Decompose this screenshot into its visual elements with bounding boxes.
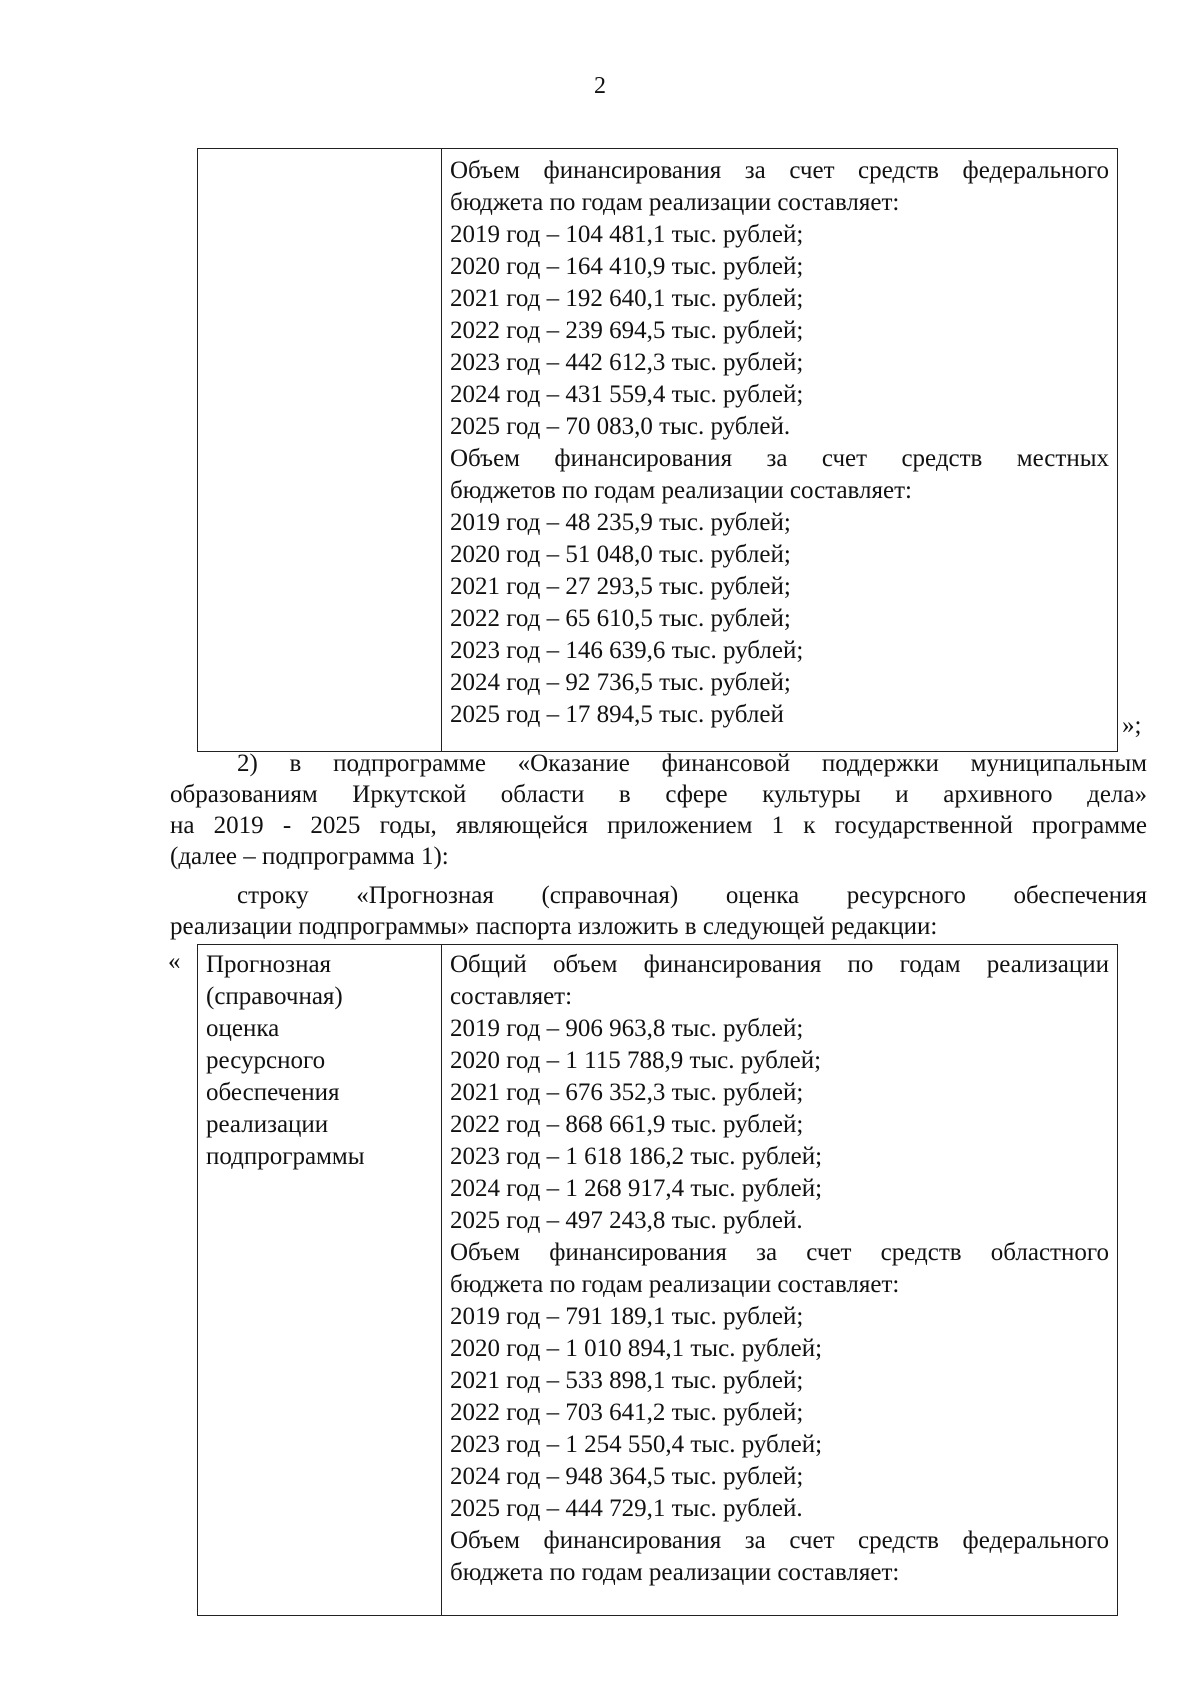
funding-line: 2024 год – 1 268 917,4 тыс. рублей; xyxy=(450,1175,823,1202)
funding-line: 2023 год – 1 618 186,2 тыс. рублей; xyxy=(450,1143,823,1170)
funding-line: бюджета по годам реализации составляет: xyxy=(450,189,900,216)
funding-line: 2019 год – 791 189,1 тыс. рублей; xyxy=(450,1303,804,1330)
funding-line: Общий объем финансирования по годам реализации xyxy=(450,951,1109,978)
funding-line: 2024 год – 92 736,5 тыс. рублей; xyxy=(450,669,791,696)
table-cell-funding xyxy=(442,945,1118,1616)
row-title-line: Прогнозная xyxy=(206,951,332,978)
row-title-line: реализации xyxy=(206,1111,329,1138)
funding-line: Объем финансирования за счет средств областного xyxy=(450,1239,1109,1266)
funding-line: 2019 год – 104 481,1 тыс. рублей; xyxy=(450,221,804,248)
funding-line: 2025 год – 497 243,8 тыс. рублей. xyxy=(450,1207,803,1234)
table-cell-empty xyxy=(198,149,442,752)
paragraph-line: образованиям Иркутской области в сфере культуры и архивного дела» xyxy=(170,781,1147,808)
table-row xyxy=(198,149,1118,752)
funding-line: 2019 год – 48 235,9 тыс. рублей; xyxy=(450,509,791,536)
funding-line: 2024 год – 431 559,4 тыс. рублей; xyxy=(450,381,804,408)
closing-quote-mark: »; xyxy=(1122,712,1142,739)
funding-line: 2020 год – 1 115 788,9 тыс. рублей; xyxy=(450,1047,822,1074)
funding-line: 2020 год – 1 010 894,1 тыс. рублей; xyxy=(450,1335,823,1362)
funding-line: 2020 год – 164 410,9 тыс. рублей; xyxy=(450,253,804,280)
funding-line: бюджетов по годам реализации составляет: xyxy=(450,477,912,504)
funding-line: 2021 год – 676 352,3 тыс. рублей; xyxy=(450,1079,804,1106)
table-cell-funding xyxy=(442,149,1118,752)
funding-line: составляет: xyxy=(450,983,573,1010)
funding-line: 2024 год – 948 364,5 тыс. рублей; xyxy=(450,1463,804,1490)
funding-line: 2022 год – 703 641,2 тыс. рублей; xyxy=(450,1399,804,1426)
funding-line: 2023 год – 442 612,3 тыс. рублей; xyxy=(450,349,804,376)
funding-table-subprogram xyxy=(197,944,1118,1616)
funding-line: 2021 год – 533 898,1 тыс. рублей; xyxy=(450,1367,804,1394)
row-title-line: подпрограммы xyxy=(206,1143,365,1170)
funding-line: 2025 год – 70 083,0 тыс. рублей. xyxy=(450,413,791,440)
paragraph-row-instruction xyxy=(170,880,1147,942)
row-title-line: обеспечения xyxy=(206,1079,340,1106)
funding-line: 2025 год – 17 894,5 тыс. рублей xyxy=(450,701,784,728)
funding-line: 2025 год – 444 729,1 тыс. рублей. xyxy=(450,1495,803,1522)
paragraph-line: строку «Прогнозная (справочная) оценка ресурсного обеспечения xyxy=(237,882,1147,909)
funding-line: бюджета по годам реализации составляет: xyxy=(450,1559,900,1586)
funding-line: 2023 год – 1 254 550,4 тыс. рублей; xyxy=(450,1431,823,1458)
row-title-line: ресурсного xyxy=(206,1047,326,1074)
funding-line: 2020 год – 51 048,0 тыс. рублей; xyxy=(450,541,791,568)
page-number: 2 xyxy=(594,73,606,99)
funding-line: 2023 год – 146 639,6 тыс. рублей; xyxy=(450,637,804,664)
funding-line: 2022 год – 868 661,9 тыс. рублей; xyxy=(450,1111,804,1138)
row-title-line: (справочная) xyxy=(206,983,343,1010)
funding-line: бюджета по годам реализации составляет: xyxy=(450,1271,900,1298)
funding-line: 2022 год – 239 694,5 тыс. рублей; xyxy=(450,317,804,344)
funding-line: Объем финансирования за счет средств федерального xyxy=(450,157,1109,184)
funding-table-continued xyxy=(197,148,1118,752)
table-row xyxy=(198,945,1118,1616)
funding-line: 2022 год – 65 610,5 тыс. рублей; xyxy=(450,605,791,632)
funding-line: Объем финансирования за счет средств федерального xyxy=(450,1527,1109,1554)
paragraph-line: на 2019 - 2025 годы, являющейся приложением 1 к государственной программе xyxy=(170,812,1147,839)
paragraph-subprogram xyxy=(170,748,1147,872)
row-title-line: оценка xyxy=(206,1015,280,1042)
paragraph-line: реализации подпрограммы» паспорта изложить в следующей редакции: xyxy=(170,913,938,940)
paragraph-line: 2) в подпрограмме «Оказание финансовой поддержки муниципальным xyxy=(237,750,1147,777)
paragraph-line: (далее – подпрограмма 1): xyxy=(170,843,449,870)
funding-line: 2019 год – 906 963,8 тыс. рублей; xyxy=(450,1015,804,1042)
funding-line: 2021 год – 27 293,5 тыс. рублей; xyxy=(450,573,791,600)
funding-line: 2021 год – 192 640,1 тыс. рублей; xyxy=(450,285,804,312)
funding-line: Объем финансирования за счет средств местных xyxy=(450,445,1109,472)
opening-quote-mark: « xyxy=(168,948,181,975)
table-cell-row-title xyxy=(198,945,442,1616)
